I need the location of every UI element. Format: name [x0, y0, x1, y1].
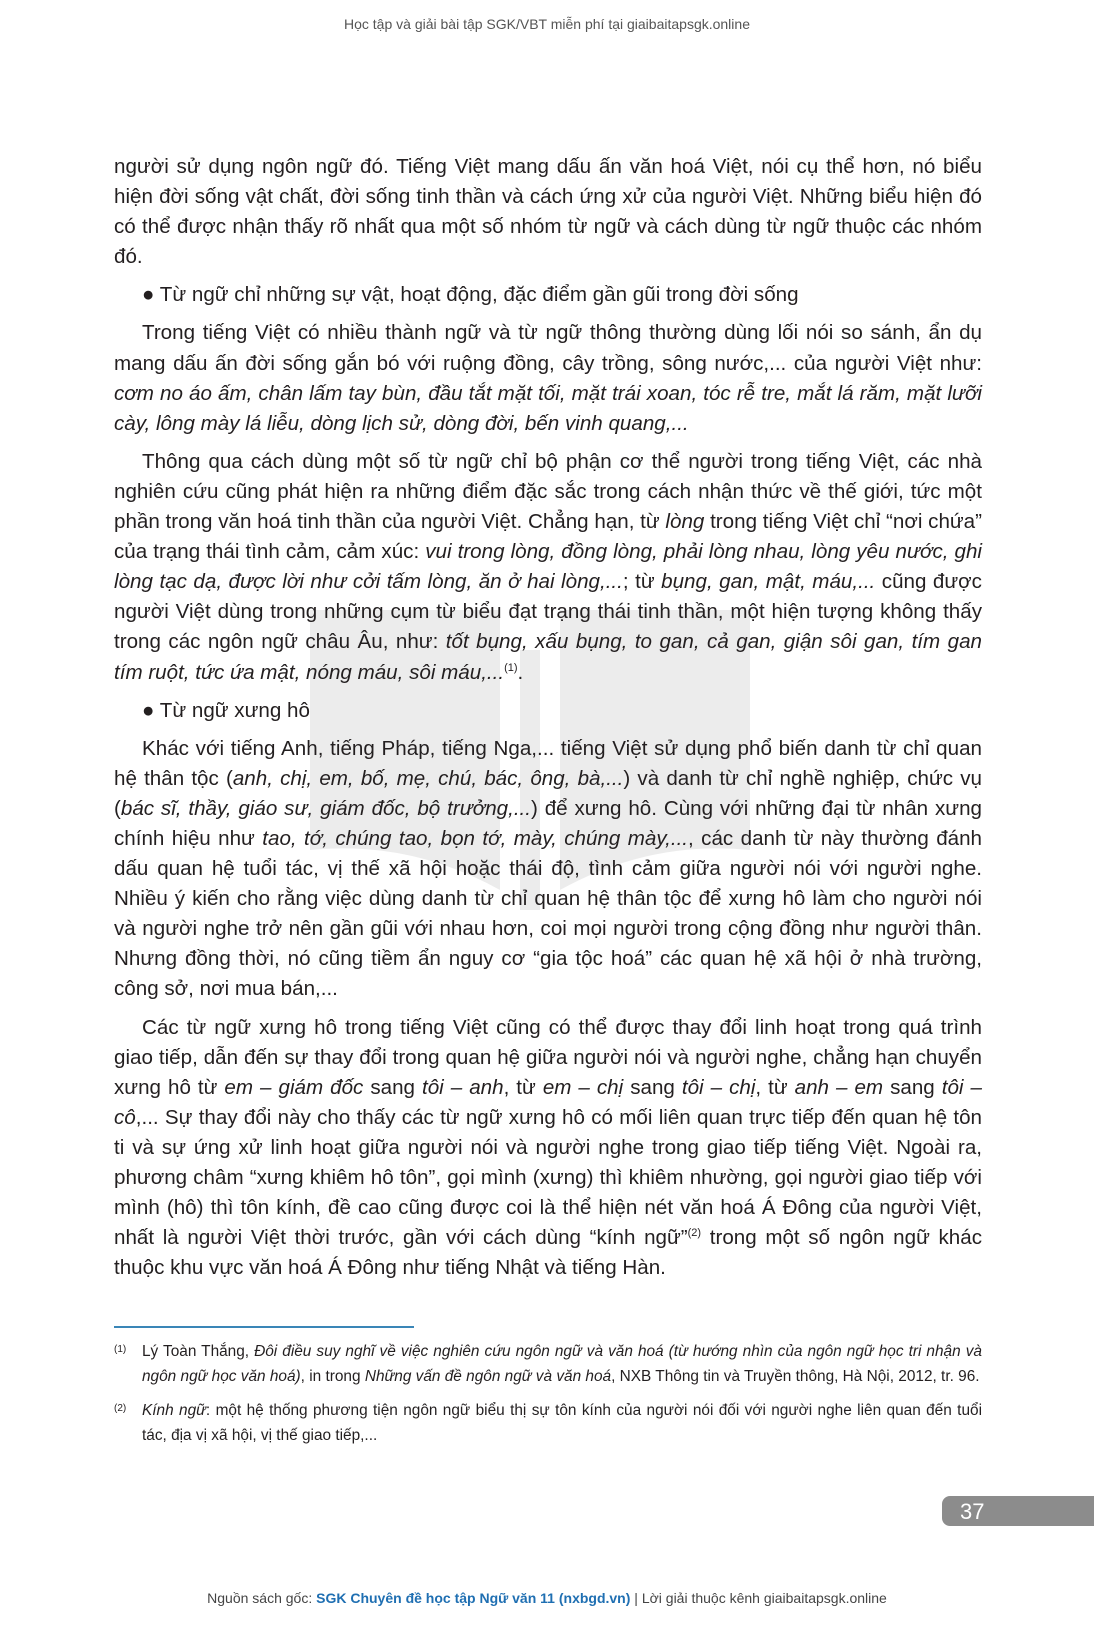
text-run: trong một số ngôn ngữ khác thuộc khu vực văn hoá Á Đông như tiếng Nhật và tiếng Hàn.: [114, 1226, 982, 1280]
text-run: Trong tiếng Việt có nhiều thành ngữ và từ ngữ thông thường dùng lối nói so sánh, ẩn dụ mang dấu ấn đời sống gắn bó với ruộng đồng, cây trồng, sông nước,... của người Việt như:: [114, 321, 982, 375]
text-run: sang: [363, 1075, 422, 1099]
page-number-badge: [942, 1496, 1094, 1526]
italic-run: em – giám đốc: [224, 1075, 364, 1099]
italic-run: anh – em: [794, 1075, 884, 1099]
italic-run: Đôi điều suy nghĩ về việc nghiên cứu ngôn ngữ và văn hoá (từ hướng nhìn của ngôn ngữ học tri nhận và ngôn ngữ học văn hoá): [142, 1343, 982, 1385]
footnote-ref[interactable]: (2): [687, 1227, 702, 1240]
text-run: : một hệ thống phương tiện ngôn ngữ biểu thị sự tôn kính của người nói đối với người nghe liên quan đến tuổi tác, địa vị xã hội, vị thế giao tiếp,...: [142, 1402, 982, 1444]
italic-run: tốt bụng, xấu bụng, to gan, cả gan, giận sôi gan, tím gan tím ruột, tức ứa mật, nóng máu, sôi máu,...: [114, 630, 982, 684]
bullet-heading: ● Từ ngữ xưng hô: [142, 698, 310, 722]
footnote-divider: [114, 1326, 414, 1328]
italic-run: bụng, gan, mật, máu,...: [661, 570, 876, 594]
text-run: , từ: [503, 1075, 543, 1099]
text-run: sang: [623, 1075, 682, 1099]
text-run: ) để xưng hô. Cùng với những đại từ nhân xưng chính hiệu như: [114, 796, 982, 850]
paragraph: [114, 1013, 982, 1284]
paragraph: [114, 447, 982, 688]
italic-run: anh, chị, em, bố, mẹ, chú, bác, ông, bà,...: [232, 766, 624, 790]
text-run: ) và danh từ chỉ nghề nghiệp, chức vụ (: [114, 766, 982, 820]
footnote-mark: (2): [114, 1403, 127, 1414]
text-run: Lý Toàn Thắng,: [142, 1343, 255, 1360]
text-run: sang: [883, 1075, 942, 1099]
italic-run: bác sĩ, thầy, giáo sư, giám đốc, bộ trưởng,...: [120, 796, 531, 820]
italic-run: tôi – anh: [422, 1075, 504, 1099]
italic-run: Kính ngữ: [142, 1402, 206, 1419]
text-run: cũng được người Việt dùng trong những cụm từ biểu đạt trạng thái tinh thần, một hiện tượng không thấy trong các ngôn ngữ châu Âu, như:: [114, 570, 982, 654]
italic-run: vui trong lòng, đồng lòng, phải lòng nhau, lòng yêu nước, ghi lòng tạc dạ, được lời như cởi tấm lòng, ăn ở hai lòng,...: [114, 540, 982, 594]
footnote-2: [114, 1399, 982, 1448]
footnote-1: [114, 1340, 982, 1389]
text-run: ; từ: [622, 570, 662, 594]
text-run: ,... Sự thay đổi này cho thấy các từ ngữ xưng hô có mối liên quan trực tiếp đến quan hệ tôn ti và sự ứng xử linh hoạt giữa người nói và người nghe trong giao tiếp tiếng Việt. Ngoài ra, phương châm “xưng khiêm hô tôn”, gọi mình (xưng) thì khiêm nhường, gọi người giao tiếp với mình (hô) thì tôn kính, đề cao cũng được coi là thể hiện nét văn hoá Á Đông của người Việt, nhất là người Việt thời trước, gần với cách dùng “kính ngữ”: [114, 1105, 982, 1250]
italic-run: tôi – cô: [114, 1075, 982, 1129]
italic-run: cơm no áo ấm, chân lấm tay bùn, đầu tắt mặt tối, mặt trái xoan, tóc rễ tre, mắt lá răm, mặt lưỡi cày, lông mày lá liễu, dòng lịch sử, dòng đời, bến vinh quang,...: [114, 381, 982, 435]
text-run: , các danh từ này thường đánh dấu quan hệ tuổi tác, vị thế xã hội hoặc thái độ, tình cảm giữa người nói với người nghe. Nhiều ý kiến cho rằng việc dùng danh từ chỉ quan hệ thân tộc để xưng hô làm cho người nói và người nghe trở nên gần gũi với nhau hơn, coi mọi người trong cộng đồng như người thân. Nhưng đồng thời, nó cũng tiềm ẩn nguy cơ “gia tộc hoá” các quan hệ xã hội ở nhà trường, công sở, nơi mua bán,...: [114, 826, 983, 1001]
footer-suffix: | Lời giải thuộc kênh giaibaitapsgk.online: [630, 1590, 887, 1606]
text-run: Các từ ngữ xưng hô trong tiếng Việt cũng có thể được thay đổi linh hoạt trong quá trình giao tiếp, dẫn đến sự thay đổi trong quan hệ giữa người nói và người nghe, chẳng hạn chuyển xưng hô từ: [114, 1015, 982, 1099]
paragraph: người sử dụng ngôn ngữ đó. Tiếng Việt mang dấu ấn văn hoá Việt, nói cụ thể hơn, nó biểu hiện đời sống vật chất, đời sống tinh thần và cách ứng xử của người Việt. Những biểu hiện đó có thể được nhận thấy rõ nhất qua một số nhóm từ ngữ và cách dùng từ ngữ thuộc các nhóm đó.: [114, 155, 982, 269]
footnote-ref[interactable]: (1): [504, 661, 518, 674]
page-header: Học tập và giải bài tập SGK/VBT miễn phí tại giaibaitapsgk.online: [344, 16, 750, 32]
footer-prefix: Nguồn sách gốc:: [207, 1590, 317, 1606]
page-number: 37: [960, 1499, 985, 1524]
text-run: Khác với tiếng Anh, tiếng Pháp, tiếng Nga,... tiếng Việt sử dụng phổ biến danh từ chỉ quan hệ thân tộc (: [114, 736, 982, 790]
bullet-heading: ● Từ ngữ chỉ những sự vật, hoạt động, đặc điểm gần gũi trong đời sống: [142, 283, 799, 307]
footnotes: [114, 1340, 982, 1458]
footnote-mark: (1): [114, 1344, 127, 1355]
bullet-text: Từ ngữ xưng hô: [159, 698, 310, 722]
page-footer: [0, 1590, 1094, 1606]
bullet-text: Từ ngữ chỉ những sự vật, hoạt động, đặc điểm gần gũi trong đời sống: [159, 283, 799, 307]
italic-run: Những vấn đề ngôn ngữ và văn hoá: [364, 1367, 612, 1385]
italic-run: tôi – chị: [681, 1075, 756, 1099]
paragraph: [114, 318, 982, 438]
source-book-link[interactable]: SGK Chuyên đề học tập Ngữ văn 11 (nxbgd.vn): [316, 1590, 631, 1606]
text-run: Thông qua cách dùng một số từ ngữ chỉ bộ phận cơ thể người trong tiếng Việt, các nhà nghiên cứu cũng phát hiện ra những điểm đặc sắc trong cách nhận thức về thế giới, tức một phần trong văn hoá tinh thần của người Việt. Chẳng hạn, từ: [114, 449, 982, 534]
text-run: .: [517, 660, 524, 684]
text-run: trong tiếng Việt chỉ “nơi chứa” của trạng thái tình cảm, cảm xúc:: [114, 510, 982, 564]
italic-run: tao, tớ, chúng tao, bọn tớ, mày, chúng mày,...: [262, 826, 689, 850]
text-run: , in trong: [300, 1367, 365, 1385]
italic-run: em – chị: [542, 1075, 624, 1099]
main-content: [114, 152, 982, 1291]
text-run: , từ: [755, 1075, 795, 1099]
text-run: , NXB Thông tin và Truyền thông, Hà Nội, 2012, tr. 96.: [611, 1367, 980, 1385]
italic-run: lòng: [665, 510, 705, 534]
paragraph: [114, 734, 982, 1005]
